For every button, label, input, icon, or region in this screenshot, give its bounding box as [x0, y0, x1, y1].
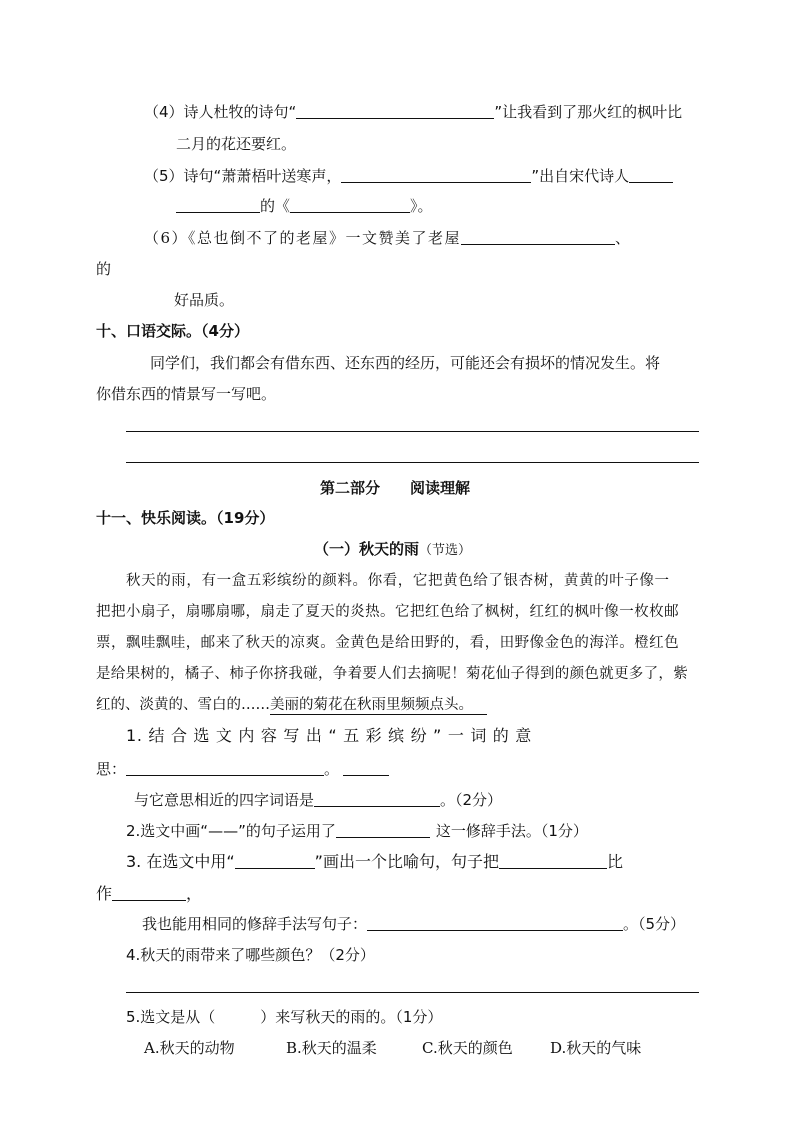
passage-last-pre: 红的、淡黄的、雪白的…… — [96, 697, 270, 713]
q4-post: ”让我看到了那火红的枫叶比 — [494, 103, 683, 121]
passage-line-3: 票，飘哇飘哇，邮来了秋天的凉爽。金黄色是给田野的，看，田野像金色的海洋。橙红色 — [96, 635, 680, 651]
rq1-line1: 1. 结 合 选 文 内 容 写 出 “ 五 彩 缤 纷 ” 一 词 的 意 — [126, 726, 532, 745]
rq3-mid: ”画出一个比喻句，句子把 — [314, 852, 499, 871]
rq5-line: 5.选文是从（ ）来写秋天的雨的。（1分） — [126, 1008, 443, 1026]
rq4-answer-line[interactable] — [126, 992, 699, 993]
passage-line-1: 秋天的雨，有一盒五彩缤纷的颜料。你看，它把黄色给了银杏树，黄黄的叶子像一 — [126, 573, 670, 589]
passage-underlined-sentence: 美丽的菊花在秋雨里频频点头。 — [270, 697, 487, 715]
q5-verse-blank[interactable] — [341, 168, 531, 183]
rq3-subject-blank[interactable] — [499, 854, 607, 869]
q5-poet-blank-2[interactable] — [176, 198, 260, 213]
rq3-sentence-blank[interactable] — [367, 916, 623, 931]
q6-blank[interactable] — [461, 230, 615, 245]
passage-title-text: （一）秋天的雨 — [314, 540, 420, 558]
q5-poet-blank[interactable] — [629, 168, 673, 183]
rq3-line3 — [142, 914, 685, 934]
rq5-option-c[interactable]: C.秋天的颜色 — [422, 1039, 513, 1057]
passage-title — [314, 539, 471, 561]
rq2-line — [126, 821, 588, 841]
section10-answer-line-2[interactable] — [126, 462, 699, 463]
rq3-line2 — [96, 884, 202, 904]
q4-line2: 二月的花还要红。 — [176, 135, 297, 153]
rq3-pre: 3. 在选文中用“ — [126, 852, 235, 871]
part2-label: 第二部分 — [320, 479, 381, 497]
rq3-line3-end: 。（5分） — [623, 915, 686, 933]
rq3-object-blank[interactable] — [112, 886, 186, 901]
passage-title-note: （节选） — [419, 543, 472, 558]
rq5-option-b[interactable]: B.秋天的温柔 — [286, 1039, 377, 1057]
q5-line2 — [176, 196, 433, 216]
q4-line1 — [144, 102, 682, 122]
part2-title: 阅读理解 — [410, 479, 471, 497]
rq5-option-a[interactable]: A.秋天的动物 — [144, 1039, 235, 1057]
q4-pre: （4）诗人杜牧的诗句“ — [144, 103, 297, 121]
rq1-line3-text: 与它意思相近的四字词语是 — [134, 791, 315, 809]
rq3-end: 比 — [606, 852, 623, 871]
rq3-line3-text: 我也能用相同的修辞手法写句子： — [142, 915, 368, 933]
q6-end: 、 — [615, 229, 632, 247]
rq2-pre: 2.选文中画“——”的句子运用了 — [126, 822, 336, 840]
q6-line1 — [144, 228, 632, 248]
rq1-synonym-blank[interactable] — [314, 792, 440, 807]
section10-heading: 十、口语交际。（4分） — [96, 322, 249, 340]
rq4-line: 4.秋天的雨带来了哪些颜色？（2分） — [126, 946, 375, 964]
rq1-line2-end: 。 — [324, 760, 340, 778]
q4-blank[interactable] — [296, 104, 494, 119]
q6-text: （6）《总也倒不了的老屋》一文赞美了老屋 — [144, 229, 462, 247]
rq3-mark-blank — [235, 854, 315, 869]
q5-cont-end: 》。 — [410, 197, 433, 215]
passage-line-4: 是给果树的，橘子、柿子你挤我碰，争着要人们去摘呢！菊花仙子得到的颜色就更多了，紫 — [96, 666, 688, 682]
rq2-blank[interactable] — [336, 823, 430, 838]
q5-line1 — [144, 166, 673, 186]
passage-line-5 — [96, 695, 487, 715]
rq1-line2-text: 思： — [96, 760, 127, 778]
rq3-line2-end: ， — [186, 884, 203, 903]
q5-pre: （5）诗句“萧萧梧叶送寒声， — [144, 167, 342, 185]
q5-post: ”出自宋代诗人 — [531, 167, 630, 185]
rq3-line1 — [126, 852, 623, 872]
section10-line1: 同学们，我们都会有借东西、还东西的经历，可能还会有损坏的情况发生。将 — [150, 354, 661, 372]
passage-line-2: 把把小扇子，扇哪扇哪，扇走了夏天的炎热。它把红色给了枫树，红红的枫叶像一枚枚邮 — [96, 604, 680, 620]
q5-cont-mid: 的《 — [260, 197, 291, 215]
q6-line3: 好品质。 — [174, 291, 235, 309]
rq1-extra-blank[interactable] — [343, 761, 389, 776]
rq5-option-d[interactable]: D.秋天的气味 — [550, 1039, 642, 1057]
q5-title-blank[interactable] — [290, 198, 410, 213]
q6-wrap: 的 — [96, 260, 112, 278]
section10-answer-line-1[interactable] — [126, 431, 699, 432]
rq1-line3 — [134, 790, 502, 810]
section11-heading: 十一、快乐阅读。（19分） — [96, 509, 275, 527]
section10-line2: 你借东西的情景写一写吧。 — [96, 385, 277, 403]
rq3-line2-text: 作 — [96, 884, 113, 903]
rq2-post: 这一修辞手法。（1分） — [435, 822, 588, 840]
part2-header — [320, 478, 470, 498]
rq1-meaning-blank[interactable] — [126, 761, 324, 776]
rq1-line3-end: 。（2分） — [440, 791, 503, 809]
rq1-line2 — [96, 759, 389, 779]
